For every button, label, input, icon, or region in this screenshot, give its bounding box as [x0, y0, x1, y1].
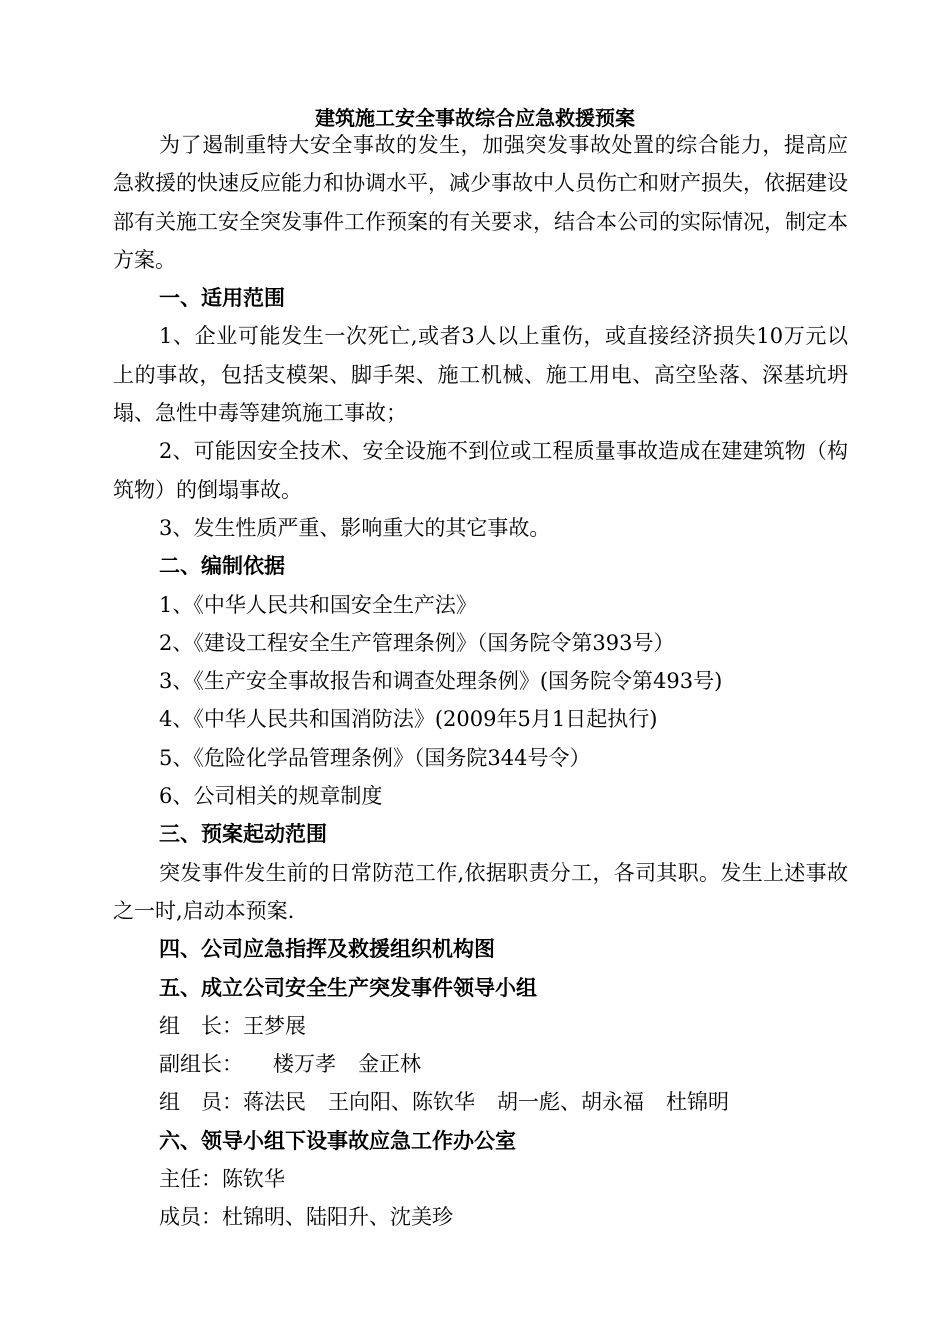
basis-item-3: 3、《生产安全事故报告和调查处理条例》(国务院令第493号)	[159, 669, 723, 694]
deputy-label: 副组长：	[159, 1052, 243, 1077]
document-body	[113, 126, 848, 1237]
members-group-3: 胡一彪、胡永福	[497, 1090, 644, 1115]
leader-line	[113, 1007, 848, 1045]
basis-item-2: 2、《建设工程安全生产管理条例》（国务院令第393号）	[159, 630, 675, 655]
intro-paragraph: 为了遏制重特大安全事故的发生，加强突发事故处置的综合能力，提高应急救援的快速反应能力和协调水平，减少事故中人员伤亡和财产损失，依据建设部有关施工安全突发事件工作预案的有关要求，结合本公司的实际情况，制定本方案。	[113, 133, 848, 272]
basis-item-1: 1、《中华人民共和国安全生产法》	[159, 592, 477, 617]
scope-item-1: 1、企业可能发生一次死亡,或者3人以上重伤，或直接经济损失10万元以上的事故，包括支模架、脚手架、施工机械、施工用电、高空坠落、深基坑坍塌、急性中毒等建筑施工事故；	[113, 324, 848, 426]
deputy-line	[113, 1045, 848, 1083]
deputy-name-1: 楼万孝	[273, 1052, 336, 1077]
director-line	[113, 1160, 848, 1198]
staff-names: 杜锦明、陆阳升、沈美珍	[222, 1205, 453, 1230]
document-title: 建筑施工安全事故综合应急救援预案	[315, 106, 635, 130]
section-heading-scope: 一、适用范围	[159, 285, 285, 311]
section-heading-activation: 三、预案起动范围	[159, 821, 327, 847]
basis-item-6: 6、公司相关的规章制度	[159, 784, 383, 809]
staff-line	[113, 1198, 848, 1236]
leader-label: 组 长：	[159, 1013, 243, 1038]
members-group-4: 杜锦明	[666, 1090, 729, 1115]
director-name: 陈钦华	[222, 1167, 285, 1192]
members-line	[113, 1083, 848, 1121]
leader-name: 王梦展	[243, 1013, 306, 1038]
section-heading-office: 六、领导小组下设事故应急工作办公室	[159, 1127, 516, 1153]
scope-item-3: 3、发生性质严重、影响重大的其它事故。	[159, 515, 551, 540]
section-heading-leadership: 五、成立公司安全生产突发事件领导小组	[159, 974, 537, 1000]
members-label: 组 员：	[159, 1090, 243, 1115]
section-heading-org-chart: 四、公司应急指挥及救援组织机构图	[159, 936, 495, 962]
section-heading-basis: 二、编制依据	[159, 553, 285, 579]
basis-item-4: 4、《中华人民共和国消防法》(2009年5月1日起执行)	[159, 707, 658, 732]
basis-item-5: 5、《危险化学品管理条例》（国务院344号令）	[159, 745, 591, 770]
staff-label: 成员：	[159, 1205, 222, 1230]
scope-item-2: 2、可能因安全技术、安全设施不到位或工程质量事故造成在建建筑物（构筑物）的倒塌事故。	[113, 439, 848, 502]
activation-paragraph: 突发事件发生前的日常防范工作,依据职责分工，各司其职。发生上述事故之一时,启动本预案.	[113, 860, 848, 923]
members-group-1: 蒋法民	[243, 1090, 306, 1115]
members-group-2: 王向阳、陈钦华	[328, 1090, 475, 1115]
director-label: 主任：	[159, 1167, 222, 1192]
deputy-name-2: 金正林	[358, 1052, 421, 1077]
